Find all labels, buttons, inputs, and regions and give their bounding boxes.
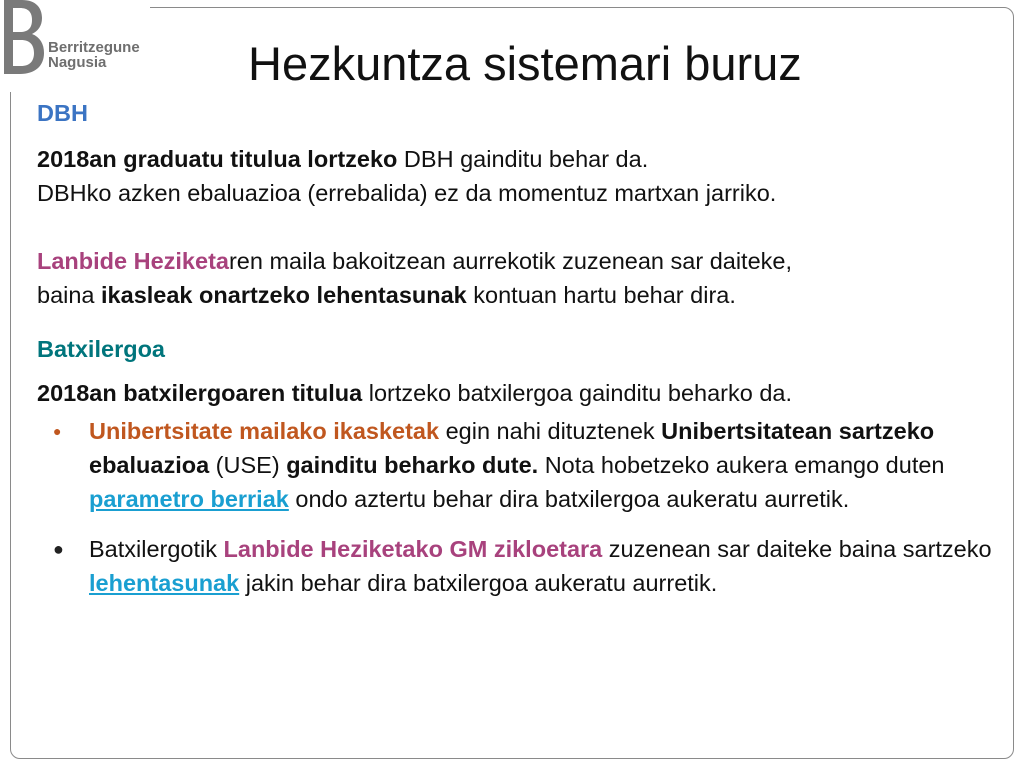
b1-text-3: Nota hobetzeko aukera emango duten [538,452,945,478]
b1-text-2: (USE) [209,452,287,478]
dbh-title-condition: 2018an graduatu titulua lortzeko [37,146,398,172]
slide-title: Hezkuntza sistemari buruz [248,37,802,90]
slide-content [37,96,997,600]
logo-line2: Nagusia [48,54,107,71]
lh-text-2: baina [37,282,102,308]
unibertsitate-term: Unibertsitate mailako ikasketak [89,418,440,444]
batx-title-condition: 2018an batxilergoaren titulua [37,380,363,406]
list-item-unibertsitatea [37,414,997,516]
b1-text-1: egin nahi dituztenek [439,418,662,444]
batx-paragraph [37,376,997,410]
batx-heading: Batxilergoa [37,336,165,362]
b2-text-1: Batxilergotik [89,536,224,562]
b1-use: Unibertsitatean sartzeko ebaluazioa [89,418,935,478]
logo-line1: Berritzegune [48,39,140,56]
dbh-heading: DBH [37,100,88,126]
bullet-marker: ● [53,423,62,439]
gm-zikloak-term: Lanbide Heziketako GM zikloetara [223,536,603,562]
logo-b-icon [0,0,44,74]
lh-priorities: ikasleak onartzeko lehentasunak [101,282,467,308]
b1-pass: gainditu beharko dute. [286,452,539,478]
b2-text-2: zuzenean sar daiteke baina sartzeko [602,536,992,562]
parametro-berriak-link[interactable]: parametro berriak [89,486,289,512]
lh-text-3: kontuan hartu behar dira. [466,282,736,308]
b2-text-3: jakin behar dira batxilergoa aukeratu aurretik. [239,570,718,596]
dbh-paragraph-1 [37,142,997,210]
lehentasunak-link[interactable]: lehentasunak [89,570,240,596]
lh-text-1: ren maila bakoitzean aurrekotik zuzenean sar daiteke, [228,248,792,274]
dbh-paragraph-2 [37,244,997,312]
logo-wordmark [48,40,140,70]
dbh-line1-rest: DBH gainditu behar da. [397,146,649,172]
b1-text-4: ondo aztertu behar dira batxilergoa aukeratu aurretik. [288,486,850,512]
batx-line1-rest: lortzeko batxilergoa gainditu beharko da. [362,380,793,406]
list-item-lanbide [37,532,997,600]
bullet-marker: ● [53,539,64,559]
logo [0,0,150,92]
lanbide-heziketa-term: Lanbide Heziketa [37,248,229,274]
dbh-line2: DBHko azken ebaluazioa (errebalida) ez da momentuz martxan jarriko. [37,180,777,206]
